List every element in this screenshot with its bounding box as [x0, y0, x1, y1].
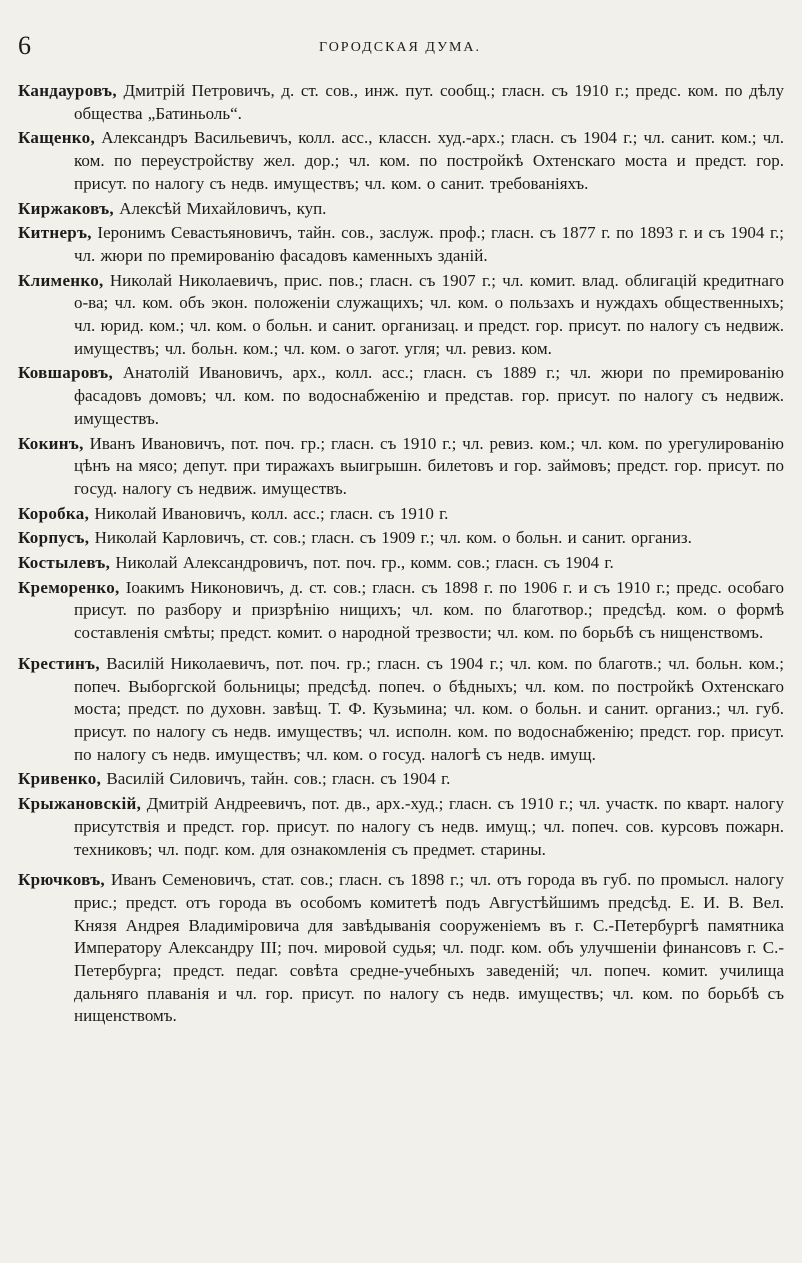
- entry-text: Иванъ Ивановичъ, пот. поч. гр.; гласн. съ 1910 г.; чл. ревиз. ком.; чл. ком. по урегулированію цѣнъ на мясо; депут. при тиражахъ выигрышн. билетовъ и гор. займовъ; предст. гор. присут. по госуд. налогу съ недвиж. имуществъ.: [74, 433, 784, 498]
- page-number: 6: [18, 31, 31, 60]
- entry-text: Анатолій Ивановичъ, арх., колл. асс.; гласн. съ 1889 г.; чл. жюри по премированію фасадовъ домовъ; чл. ком. по водоснабженію и представ. гор. присут. по налогу съ недвиж. имуществъ.: [74, 363, 784, 428]
- entry-klimenko: [18, 270, 784, 361]
- entry-text: Николай Ивановичъ, колл. асс.; гласн. съ 1910 г.: [89, 503, 449, 523]
- entry-list: [18, 80, 784, 1030]
- entry-surname: Корпусъ,: [18, 528, 90, 548]
- entry-surname: Коробка,: [18, 503, 90, 523]
- entry-surname: Кремоpенко,: [18, 577, 120, 597]
- entry-surname: Китнеръ,: [18, 223, 92, 243]
- entry-krivenko: [18, 768, 784, 791]
- entry-kashchenko: [18, 127, 784, 195]
- entry-text: Іоакимъ Никоновичъ, д. ст. сов.; гласн. съ 1898 г. по 1906 г. и съ 1910 г.; предс. особаго присут. по разбору и призрѣнію нищихъ; чл. ком. по благотвор.; предсѣд. ком. о формѣ составленія смѣты; предст. комит. о народной трезвости; чл. ком. по борьбѣ съ нищенствомъ.: [74, 577, 784, 643]
- entry-kitner: [18, 222, 784, 267]
- entry-text: Василій Силовичъ, тайн. сов.; гласн. съ 1904 г.: [101, 769, 451, 789]
- entry-kryzhanovsky: [18, 793, 784, 861]
- entry-surname: Кривенко,: [18, 769, 102, 789]
- entry-kremorenko: [18, 577, 784, 645]
- entry-text: Николай Александровичъ, пот. поч. гр., комм. сов.; гласн. съ 1904 г.: [110, 553, 614, 573]
- entry-surname: Кащенко,: [18, 128, 96, 148]
- entry-text: Иванъ Семеновичъ, стат. сов.; гласн. съ 1898 г.; чл. отъ города въ губ. по промысл. налогу прис.; предст. отъ города въ особомъ комитетѣ подъ Августѣйшимъ предсѣд. Е. И. В. Вел. Князя Андрея Владиміровича для завѣдыванія сооруженіемъ въ г. С.-Петербургѣ памятника Императору Александру III; поч. мировой судья; чл. подг. ком. объ улучшеніи финансовъ г. С.-Петербурга; предст. педаг. совѣта средне-учебныхъ заведеній; чл. попеч. комит. училища дальняго плаванія и чл. гор. присут. по налогу съ недв. имуществъ; чл. ком. по борьбѣ съ нищенствомъ.: [74, 870, 784, 1026]
- entry-text: Іеронимъ Севастьяновичъ, тайн. сов., заслуж. проф.; гласн. съ 1877 г. по 1893 г. и съ 1904 г.; чл. жюри по премированію фасадовъ каменныхъ зданій.: [74, 223, 784, 265]
- entry-korobka: [18, 503, 784, 526]
- entry-text: Дмитрій Петровичъ, д. ст. сов., инж. пут. сообщ.; гласн. съ 1910 г.; предс. ком. по дѣлу общества „Батиньоль“.: [74, 81, 784, 123]
- entry-surname: Крыжановскій,: [18, 794, 142, 814]
- entry-text: Василій Николаевичъ, пот. поч. гр.; гласн. съ 1904 г.; чл. ком. по благотв.; чл. больн. ком.; попеч. Выборгской больницы; предсѣд. попеч. о бѣдныхъ; чл. ком. по постройкѣ Охтенскаго моста; предст. по духовн. завѣщ. Т. Ф. Кузьмина; чл. ком. о больн. и санит. организ.; чл. губ. присут. по налогу съ недв. имуществъ; чл. исполн. ком. по водоснабженію; предст. гор. присут. по налогу съ недв. имуществъ; чл. ком. о госуд. налогѣ съ недв. имущ.: [74, 653, 784, 764]
- entry-surname: Киржаковъ,: [18, 198, 114, 218]
- entry-surname: Крестинъ,: [18, 653, 100, 673]
- entry-text: Николай Карловичъ, ст. сов.; гласн. съ 1909 г.; чл. ком. о больн. и санит. организ.: [89, 528, 692, 548]
- entry-kirzhakov: [18, 198, 784, 221]
- page-header: [18, 30, 782, 66]
- entry-surname: Костылевъ,: [18, 553, 111, 573]
- entry-kokin: [18, 433, 784, 501]
- entry-surname: Кокинъ,: [18, 433, 84, 453]
- entry-korpus: [18, 527, 784, 550]
- entry-text: Алексѣй Михайловичъ, куп.: [113, 198, 327, 218]
- running-title: ГОРОДСКАЯ ДУМА.: [318, 40, 482, 55]
- entry-kryuchkov: [18, 869, 784, 1028]
- entry-kandaurov: [18, 80, 784, 125]
- entry-kovsharov: [18, 362, 784, 430]
- entry-surname: Крючковъ,: [18, 870, 105, 890]
- entry-krestin: [18, 653, 784, 767]
- entry-text: Дмитрій Андреевичъ, пот. дв., арх.-худ.; гласн. съ 1910 г.; чл. участк. по кварт. налогу присутствія и предст. гор. присут. по налогу съ недв. имущ.; чл. попеч. сов. курсовъ пожарн. техниковъ; чл. подг. ком. для ознакомленія съ предмет. старины.: [74, 794, 784, 859]
- entry-text: Александръ Васильевичъ, колл. асс., классн. худ.-арх.; гласн. съ 1904 г.; чл. санит. ком.; чл. ком. по переустройству жел. дор.; чл. ком. по постройкѣ Охтенскаго моста и предст. гор. присут. по налогу съ недв. имуществъ; чл. ком. о санит. требованіяхъ.: [74, 128, 784, 193]
- entry-surname: Ковшаровъ,: [18, 363, 114, 383]
- entry-text: Николай Николаевичъ, прис. пов.; гласн. съ 1907 г.; чл. комит. влад. облигацій кредитнаго о-ва; чл. ком. объ экон. положеніи служащихъ; чл. ком. о пользахъ и нуждахъ общественныхъ; чл. юрид. ком.; чл. ком. о больн. и санит. организац. и предст. гор. присут. по налогу съ недвиж. имуществъ; чл. больн. ком.; чл. ком. о загот. угля; чл. ревиз. ком.: [74, 270, 784, 358]
- entry-surname: Кандауровъ,: [18, 81, 117, 100]
- entry-kostylev: [18, 552, 784, 575]
- entry-surname: Клименко,: [18, 270, 104, 290]
